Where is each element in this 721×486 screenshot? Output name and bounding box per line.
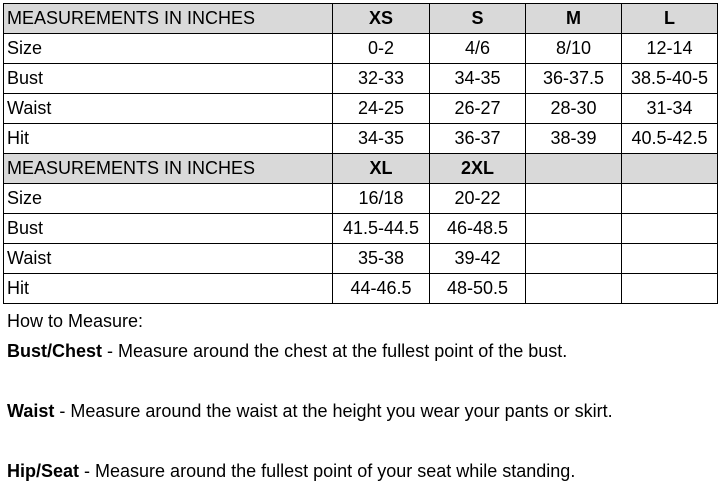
table-cell: 31-34	[622, 94, 718, 124]
table-cell: 40.5-42.5	[622, 124, 718, 154]
table-cell: 36-37	[430, 124, 526, 154]
table-cell: 41.5-44.5	[333, 214, 430, 244]
row-label: Bust	[4, 214, 333, 244]
header-cell: L	[622, 4, 718, 34]
table-row	[4, 94, 718, 124]
table-cell: 20-22	[430, 184, 526, 214]
row-label: Bust	[4, 64, 333, 94]
table-cell: 44-46.5	[333, 274, 430, 304]
table-cell: 26-27	[430, 94, 526, 124]
table-cell: 46-48.5	[430, 214, 526, 244]
table-row	[4, 274, 718, 304]
header-cell: MEASUREMENTS IN INCHES	[4, 154, 333, 184]
table-cell: 48-50.5	[430, 274, 526, 304]
hip-text: - Measure around the fullest point of your seat while standing.	[79, 461, 576, 481]
guide-title: How to Measure:	[7, 311, 144, 331]
table-cell	[526, 214, 622, 244]
bust-text: - Measure around the chest at the fullest point of the bust.	[102, 341, 568, 361]
table-cell: 32-33	[333, 64, 430, 94]
table-cell: 34-35	[430, 64, 526, 94]
table-cell: 0-2	[333, 34, 430, 64]
row-label: Waist	[4, 244, 333, 274]
table-cell	[526, 274, 622, 304]
table-cell: 36-37.5	[526, 64, 622, 94]
table-cell: 24-25	[333, 94, 430, 124]
header-cell: 2XL	[430, 154, 526, 184]
table-cell: 38.5-40-5	[622, 64, 718, 94]
table-cell: 8/10	[526, 34, 622, 64]
table-cell: 39-42	[430, 244, 526, 274]
table-header-row	[4, 154, 718, 184]
table-cell: 4/6	[430, 34, 526, 64]
table-cell	[622, 274, 718, 304]
table-row	[4, 124, 718, 154]
table-cell: 16/18	[333, 184, 430, 214]
header-cell: S	[430, 4, 526, 34]
table-row	[4, 214, 718, 244]
waist-text: - Measure around the waist at the height you wear your pants or skirt.	[54, 401, 613, 421]
row-label: Size	[4, 184, 333, 214]
header-cell: MEASUREMENTS IN INCHES	[4, 4, 333, 34]
row-label: Hit	[4, 274, 333, 304]
table-row	[4, 184, 718, 214]
row-label: Size	[4, 34, 333, 64]
waist-instruction	[7, 396, 719, 426]
header-cell: M	[526, 4, 622, 34]
bust-instruction	[7, 336, 719, 366]
table-cell	[526, 244, 622, 274]
table-cell: 38-39	[526, 124, 622, 154]
header-cell: XL	[333, 154, 430, 184]
table-cell	[622, 214, 718, 244]
header-cell	[526, 154, 622, 184]
table-row	[4, 34, 718, 64]
table-header-row	[4, 4, 718, 34]
measuring-guide	[7, 306, 719, 486]
table-cell: 12-14	[622, 34, 718, 64]
table-row	[4, 244, 718, 274]
hip-term: Hip/Seat	[7, 461, 80, 481]
table-row	[4, 64, 718, 94]
waist-term: Waist	[7, 401, 55, 421]
table-cell: 28-30	[526, 94, 622, 124]
table-cell	[526, 184, 622, 214]
table-cell	[622, 244, 718, 274]
header-cell: XS	[333, 4, 430, 34]
table-cell: 35-38	[333, 244, 430, 274]
bust-term: Bust/Chest	[7, 341, 103, 361]
row-label: Hit	[4, 124, 333, 154]
row-label: Waist	[4, 94, 333, 124]
table-cell: 34-35	[333, 124, 430, 154]
hip-instruction	[7, 456, 719, 486]
header-cell	[622, 154, 718, 184]
table-cell	[622, 184, 718, 214]
size-chart-table	[3, 3, 718, 304]
